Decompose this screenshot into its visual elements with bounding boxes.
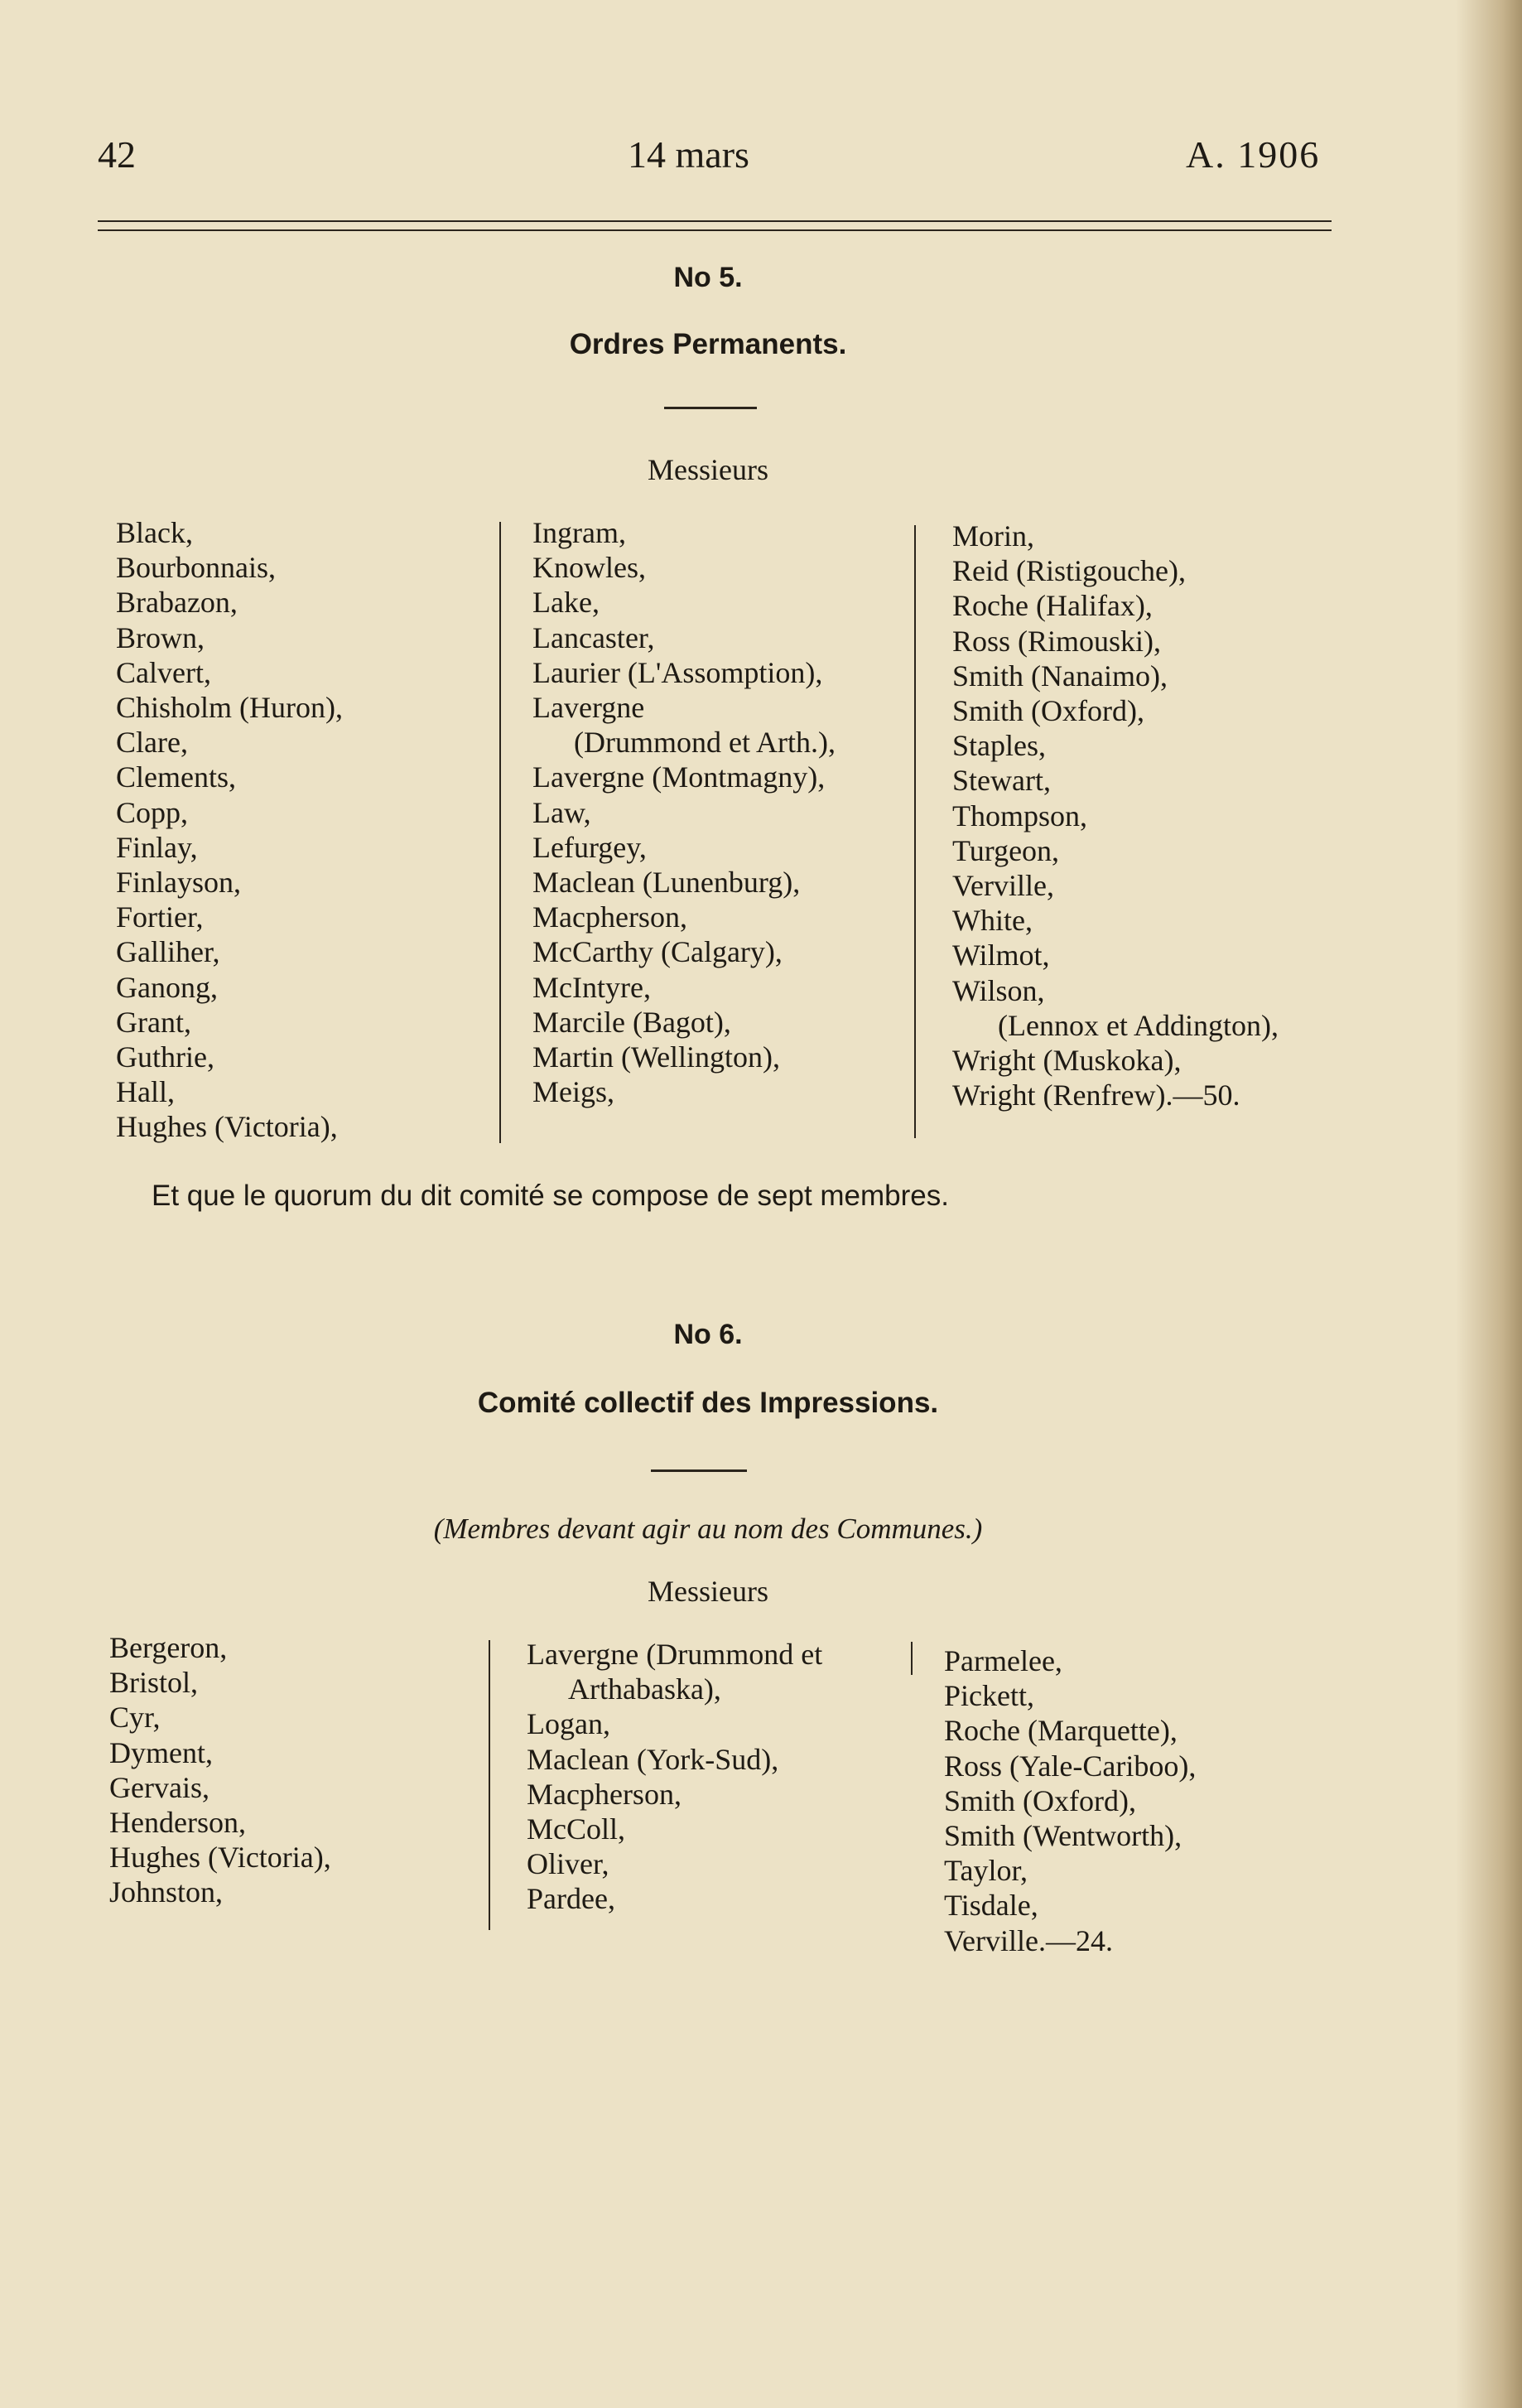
member-name: Guthrie, <box>116 1040 214 1074</box>
member-name: Lavergne (Montmagny), <box>532 760 826 794</box>
section5-divider <box>664 407 757 409</box>
member-name: Cyr, <box>109 1701 161 1735</box>
page-number: 42 <box>98 133 136 176</box>
member-name: Lavergne (Drummond et <box>527 1638 823 1671</box>
member-name: Parmelee, <box>944 1644 1062 1677</box>
member-name: Chisholm (Huron), <box>116 691 343 725</box>
member-name: Ingram, <box>532 516 626 549</box>
member-name: Law, <box>532 795 591 829</box>
section5-column-divider-1 <box>499 522 501 1143</box>
member-name: Henderson, <box>109 1806 246 1840</box>
header-rule-top <box>98 220 1332 222</box>
member-name: McIntyre, <box>532 970 651 1004</box>
member-name: Maclean (York-Sud), <box>527 1742 779 1776</box>
member-name: Knowles, <box>532 551 646 585</box>
member-name: (Drummond et Arth.), <box>574 726 836 760</box>
member-name: White, <box>952 904 1033 938</box>
section5-column-3 <box>952 519 1279 1112</box>
member-name: Wilson, <box>952 973 1045 1007</box>
section6-title: Comité collectif des Impressions. <box>477 1387 939 1419</box>
section6-column-divider-1 <box>489 1640 490 1930</box>
member-name: Dyment, <box>109 1735 213 1769</box>
member-name: Smith (Oxford), <box>944 1783 1136 1817</box>
member-name: Maclean (Lunenburg), <box>532 866 801 900</box>
member-name: Verville, <box>952 869 1054 903</box>
member-name: Roche (Halifax), <box>952 589 1153 623</box>
member-name: Fortier, <box>116 900 204 934</box>
member-name: Macpherson, <box>527 1777 682 1811</box>
section6-note: (Membres devant agir au nom des Communes.) <box>433 1513 983 1545</box>
member-name: Hughes (Victoria), <box>116 1110 338 1144</box>
member-name: Taylor, <box>944 1854 1028 1888</box>
member-name: Arthabaska), <box>568 1672 721 1706</box>
member-name: Smith (Wentworth), <box>944 1819 1182 1853</box>
member-name: Smith (Oxford), <box>952 694 1144 728</box>
member-name: Hughes (Victoria), <box>109 1841 331 1875</box>
member-name: Bristol, <box>109 1666 199 1700</box>
member-name: Copp, <box>116 795 189 829</box>
section5-column-2 <box>532 515 836 1109</box>
member-name: Verville.—24. <box>944 1923 1113 1957</box>
section6-column-3 <box>944 1643 1196 1958</box>
member-name: Black, <box>116 516 193 549</box>
member-name: Pardee, <box>527 1882 615 1916</box>
member-name: Wilmot, <box>952 939 1050 972</box>
member-name: Stewart, <box>952 764 1051 798</box>
member-name: Calvert, <box>116 655 211 689</box>
member-name: Meigs, <box>532 1075 614 1109</box>
member-name: Bergeron, <box>109 1631 228 1664</box>
member-name: Wright (Muskoka), <box>952 1044 1182 1078</box>
section6-column-2 <box>527 1637 822 1917</box>
member-name: Staples, <box>952 729 1046 763</box>
member-name: Galliher, <box>116 935 220 969</box>
member-name: Ross (Yale-Cariboo), <box>944 1749 1197 1783</box>
member-name: Logan, <box>527 1707 610 1741</box>
member-name: Martin (Wellington), <box>532 1040 781 1074</box>
member-name: McColl, <box>527 1812 626 1846</box>
member-name: Clements, <box>116 760 236 794</box>
member-name: Gervais, <box>109 1770 210 1804</box>
member-name: Lefurgey, <box>532 830 647 864</box>
member-name: Johnston, <box>109 1875 224 1909</box>
member-name: Finlay, <box>116 830 198 864</box>
member-name: Wright (Renfrew).—50. <box>952 1079 1240 1112</box>
member-name: Reid (Ristigouche), <box>952 554 1186 588</box>
member-name: Tisdale, <box>944 1889 1038 1923</box>
header-rule-bottom <box>98 229 1332 231</box>
member-name: Lake, <box>532 586 600 620</box>
section6-column-1 <box>109 1630 331 1910</box>
member-name: Laurier (L'Assomption), <box>532 655 823 689</box>
member-name: Marcile (Bagot), <box>532 1005 731 1039</box>
member-name: Lancaster, <box>532 620 655 654</box>
member-name: Oliver, <box>527 1847 609 1881</box>
section5-number: No 5. <box>673 262 743 293</box>
page-date: 14 mars <box>628 133 749 176</box>
section6-messieurs: Messieurs <box>648 1575 768 1608</box>
section5-title: Ordres Permanents. <box>569 328 847 360</box>
member-name: Grant, <box>116 1005 191 1039</box>
section6-column-divider-2 <box>911 1642 913 1675</box>
member-name: (Lennox et Addington), <box>998 1008 1279 1042</box>
section5-column-1 <box>116 515 343 1145</box>
member-name: Ganong, <box>116 970 218 1004</box>
section6-number: No 6. <box>673 1319 743 1350</box>
member-name: Pickett, <box>944 1679 1034 1713</box>
member-name: Brabazon, <box>116 586 238 620</box>
member-name: Brown, <box>116 620 205 654</box>
section6-divider <box>651 1469 747 1472</box>
member-name: Turgeon, <box>952 833 1060 867</box>
page-year: A. 1906 <box>1186 133 1321 176</box>
member-name: Finlayson, <box>116 866 242 900</box>
member-name: Macpherson, <box>532 900 687 934</box>
section5-column-divider-2 <box>914 525 916 1138</box>
page-edge-shadow <box>1456 0 1522 2408</box>
member-name: Thompson, <box>952 799 1088 832</box>
member-name: Lavergne <box>532 691 645 725</box>
member-name: Ross (Rimouski), <box>952 624 1162 658</box>
member-name: Clare, <box>116 726 188 760</box>
member-name: Roche (Marquette), <box>944 1714 1178 1748</box>
member-name: Smith (Nanaimo), <box>952 659 1168 692</box>
member-name: Morin, <box>952 519 1034 553</box>
member-name: Hall, <box>116 1075 175 1109</box>
member-name: McCarthy (Calgary), <box>532 935 783 969</box>
member-name: Bourbonnais, <box>116 551 276 585</box>
section5-messieurs: Messieurs <box>648 453 768 486</box>
section5-quorum-text: Et que le quorum du dit comité se compose de sept membres. <box>152 1180 949 1212</box>
